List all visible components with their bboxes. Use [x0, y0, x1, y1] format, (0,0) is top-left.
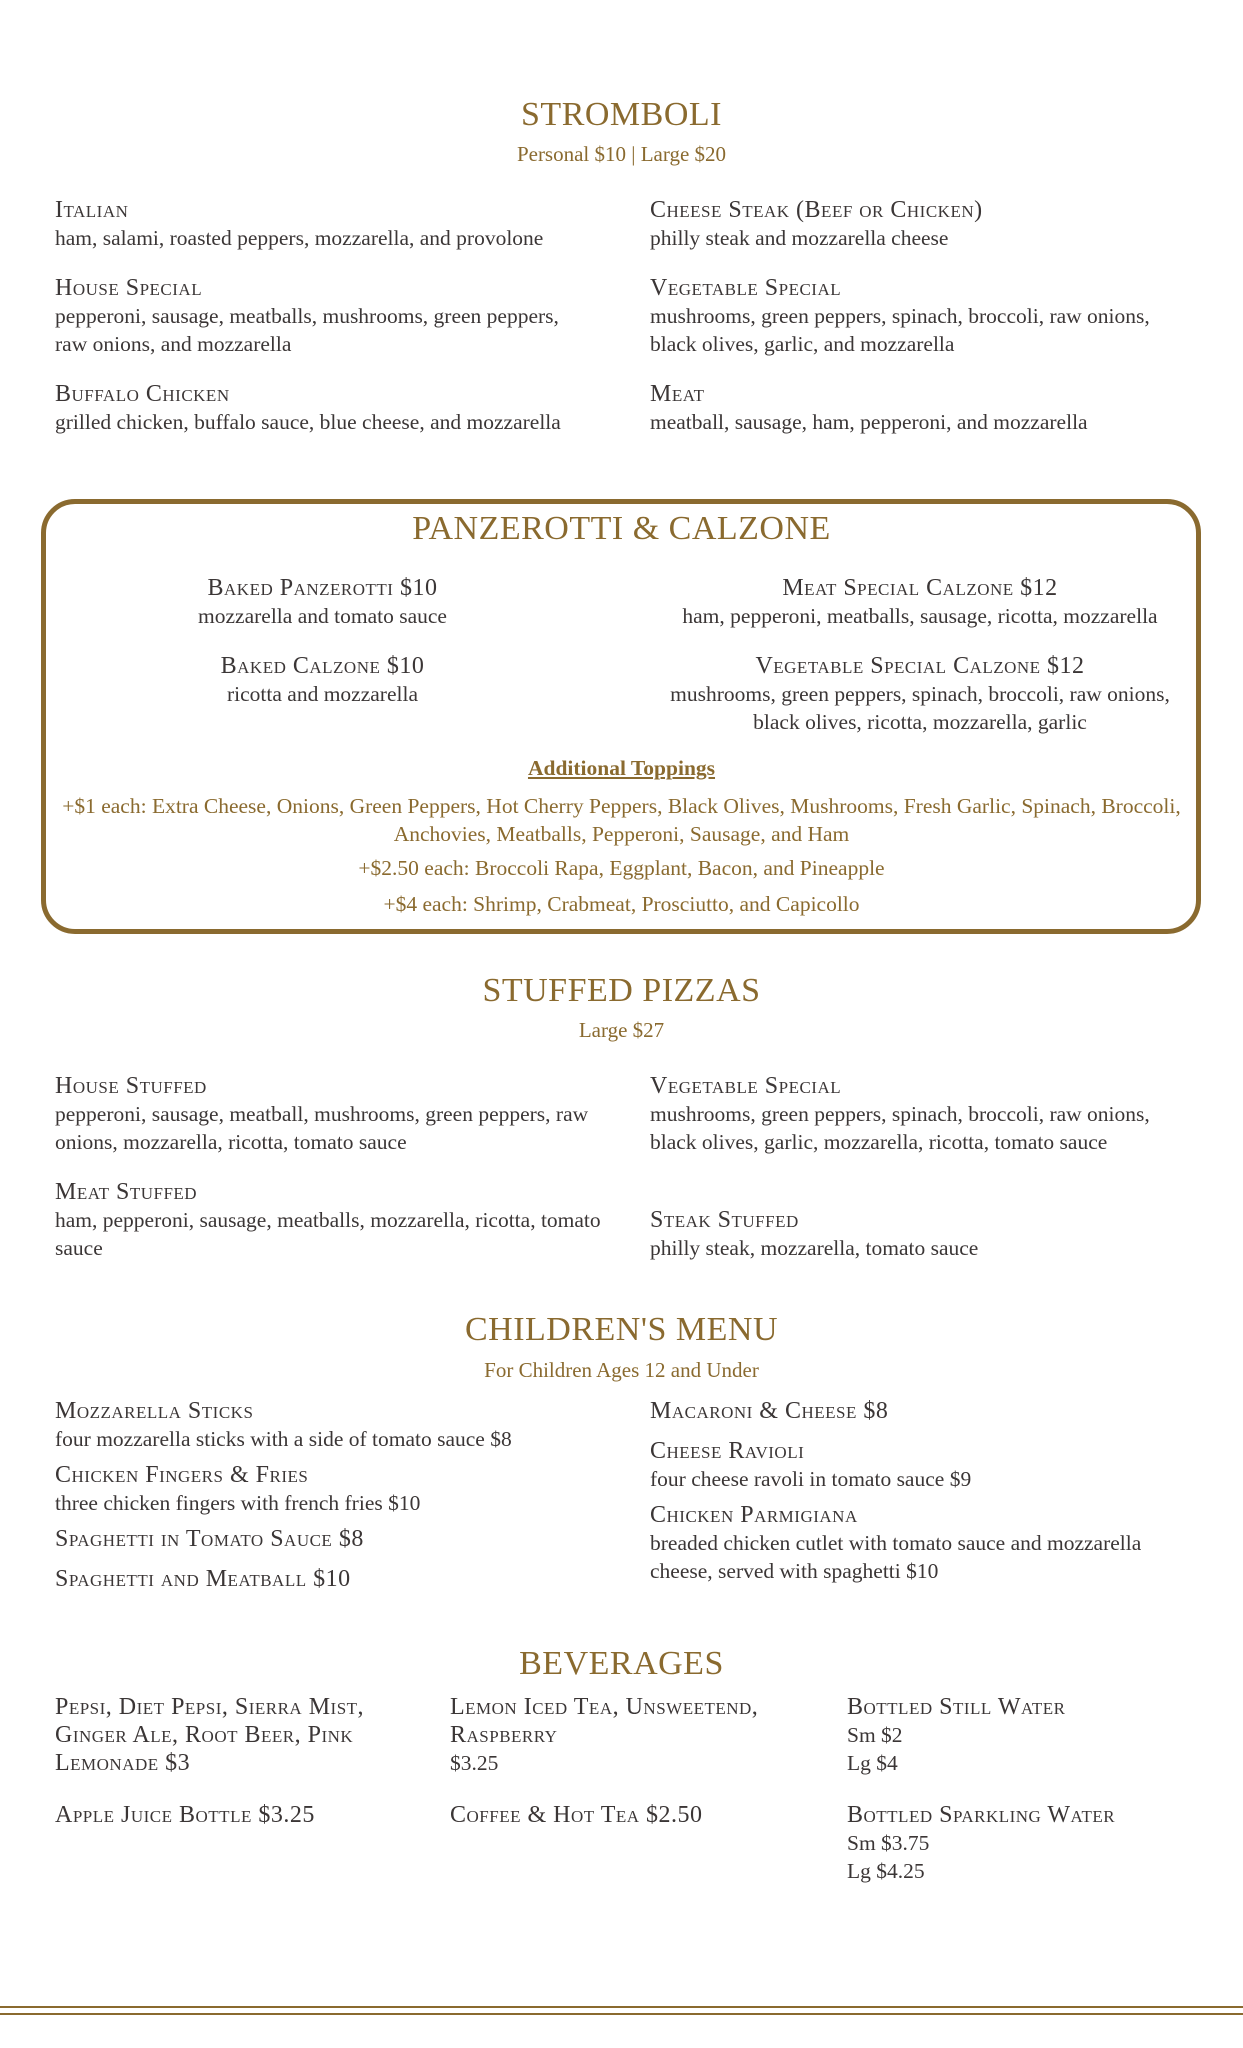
item-name: House Special	[55, 275, 203, 301]
item-desc: pepperoni, sausage, meatball, mushrooms, green peppers, raw onions, mozzarella, ricotta, tomato sauce	[55, 1102, 589, 1154]
item-desc: mozzarella and tomato sauce	[198, 604, 447, 628]
item-name: Vegetable Special Calzone $12	[755, 653, 1085, 679]
item-desc: Sm $3.75	[847, 1831, 930, 1855]
stromboli-title: STROMBOLI	[521, 96, 722, 133]
divider	[0, 2013, 1243, 2015]
menu-item	[650, 1397, 1190, 1425]
children-title: CHILDREN'S MENU	[464, 1311, 779, 1348]
menu-item	[55, 380, 575, 436]
menu-item	[650, 1072, 1190, 1156]
menu-item	[55, 1565, 615, 1593]
item-desc: $3.25	[450, 1751, 499, 1775]
item-name: Lemon Iced Tea, Unsweetend, Raspberry	[450, 1694, 759, 1748]
toppings-line: +$2.50 each: Broccoli Rapa, Eggplant, Bacon, and Pineapple	[358, 856, 885, 880]
item-name: Macaroni & Cheese $8	[650, 1398, 889, 1424]
menu-item	[650, 196, 1190, 252]
item-name: Mozzarella Sticks	[55, 1398, 254, 1424]
menu-item	[650, 1501, 1150, 1585]
item-name: Meat Special Calzone $12	[782, 575, 1058, 601]
item-name: Vegetable Special	[650, 275, 842, 301]
item-name: Apple Juice Bottle $3.25	[55, 1802, 315, 1828]
menu-item	[120, 652, 525, 708]
item-name: Meat Stuffed	[55, 1179, 198, 1205]
toppings-line: +$1 each: Extra Cheese, Onions, Green Peppers, Hot Cherry Peppers, Black Olives, Mushrooms, Fresh Garlic, Spinach, Broccoli, Anchovies, Meatballs, Pepperoni, Sausage, and Ham	[62, 794, 1181, 846]
item-name: Baked Panzerotti $10	[207, 575, 438, 601]
menu-item	[55, 1072, 595, 1156]
menu-item	[55, 1178, 615, 1262]
item-desc: breaded chicken cutlet with tomato sauce and mozzarella cheese, served with spaghetti $10	[650, 1531, 1142, 1583]
stromboli-subtitle: Personal $10 | Large $20	[516, 142, 727, 166]
menu-item	[450, 1693, 780, 1777]
menu-item	[650, 1206, 1190, 1262]
item-name: Italian	[55, 197, 129, 223]
menu-item	[660, 652, 1180, 736]
item-desc: grilled chicken, buffalo sauce, blue cheese, and mozzarella	[55, 410, 561, 434]
item-desc: ham, pepperoni, sausage, meatballs, mozzarella, ricotta, tomato sauce	[55, 1208, 601, 1260]
menu-item	[55, 1525, 615, 1553]
item-desc: mushrooms, green peppers, spinach, broccoli, raw onions, black olives, garlic, mozzarella, ricotta, tomato sauce	[650, 1102, 1150, 1154]
item-name: Cheese Ravioli	[650, 1438, 805, 1464]
toppings-line: +$4 each: Shrimp, Crabmeat, Prosciutto, and Capicollo	[383, 892, 860, 916]
item-name: House Stuffed	[55, 1073, 207, 1099]
item-desc: mushrooms, green peppers, spinach, broccoli, raw onions, black olives, garlic, and mozzarella	[650, 304, 1150, 356]
menu-item	[650, 380, 1190, 436]
menu-item	[55, 1693, 385, 1777]
stuffed-subtitle: Large $27	[578, 1018, 665, 1042]
divider	[0, 2006, 1243, 2008]
menu-item	[55, 1801, 395, 1829]
panzerotti-title: PANZEROTTI & CALZONE	[412, 510, 831, 547]
menu-item	[847, 1693, 1197, 1777]
menu-item	[120, 574, 525, 630]
item-name: Vegetable Special	[650, 1073, 842, 1099]
item-desc: meatball, sausage, ham, pepperoni, and mozzarella	[650, 410, 1088, 434]
item-name: Bottled Still Water	[847, 1694, 1066, 1720]
item-desc: four cheese ravoli in tomato sauce $9	[650, 1467, 972, 1491]
menu-item	[55, 196, 615, 252]
menu-item	[450, 1801, 790, 1829]
item-desc: philly steak and mozzarella cheese	[650, 226, 949, 250]
item-name: Spaghetti in Tomato Sauce $8	[55, 1526, 364, 1552]
item-name: Chicken Fingers & Fries	[55, 1462, 309, 1488]
beverages-title: BEVERAGES	[519, 1645, 724, 1682]
menu-item	[55, 1461, 615, 1517]
item-desc: mushrooms, green peppers, spinach, broccoli, raw onions, black olives, ricotta, mozzarella, garlic	[670, 682, 1170, 734]
toppings-title: Additional Toppings	[527, 756, 716, 780]
menu-item	[55, 1397, 615, 1453]
item-name: Spaghetti and Meatball $10	[55, 1566, 351, 1592]
item-name: Bottled Sparkling Water	[847, 1802, 1116, 1828]
item-desc: Lg $4	[847, 1751, 898, 1775]
menu-item	[650, 274, 1150, 358]
item-name: Meat	[650, 381, 705, 407]
item-desc: ricotta and mozzarella	[226, 682, 418, 706]
item-desc: three chicken fingers with french fries $10	[55, 1491, 421, 1515]
item-name: Chicken Parmigiana	[650, 1502, 858, 1528]
menu-item	[650, 1437, 1190, 1493]
item-desc: four mozzarella sticks with a side of tomato sauce $8	[55, 1427, 512, 1451]
menu-item	[847, 1801, 1197, 1885]
item-desc: ham, pepperoni, meatballs, sausage, ricotta, mozzarella	[682, 604, 1158, 628]
item-desc: ham, salami, roasted peppers, mozzarella, and provolone	[55, 226, 544, 250]
menu-item	[55, 274, 595, 358]
item-name: Buffalo Chicken	[55, 381, 230, 407]
item-desc: pepperoni, sausage, meatballs, mushrooms, green peppers, raw onions, and mozzarella	[55, 304, 559, 356]
item-desc: Sm $2	[847, 1723, 903, 1747]
item-name: Cheese Steak (Beef or Chicken)	[650, 197, 983, 223]
menu-item	[650, 574, 1190, 630]
item-name: Pepsi, Diet Pepsi, Sierra Mist, Ginger Ale, Root Beer, Pink Lemonade $3	[55, 1694, 365, 1776]
stuffed-title: STUFFED PIZZAS	[482, 972, 761, 1009]
children-subtitle: For Children Ages 12 and Under	[484, 1358, 759, 1382]
item-name: Baked Calzone $10	[220, 653, 425, 679]
item-name: Coffee & Hot Tea $2.50	[450, 1802, 703, 1828]
item-name: Steak Stuffed	[650, 1207, 799, 1233]
item-desc: Lg $4.25	[847, 1859, 925, 1883]
item-desc: philly steak, mozzarella, tomato sauce	[650, 1236, 979, 1260]
